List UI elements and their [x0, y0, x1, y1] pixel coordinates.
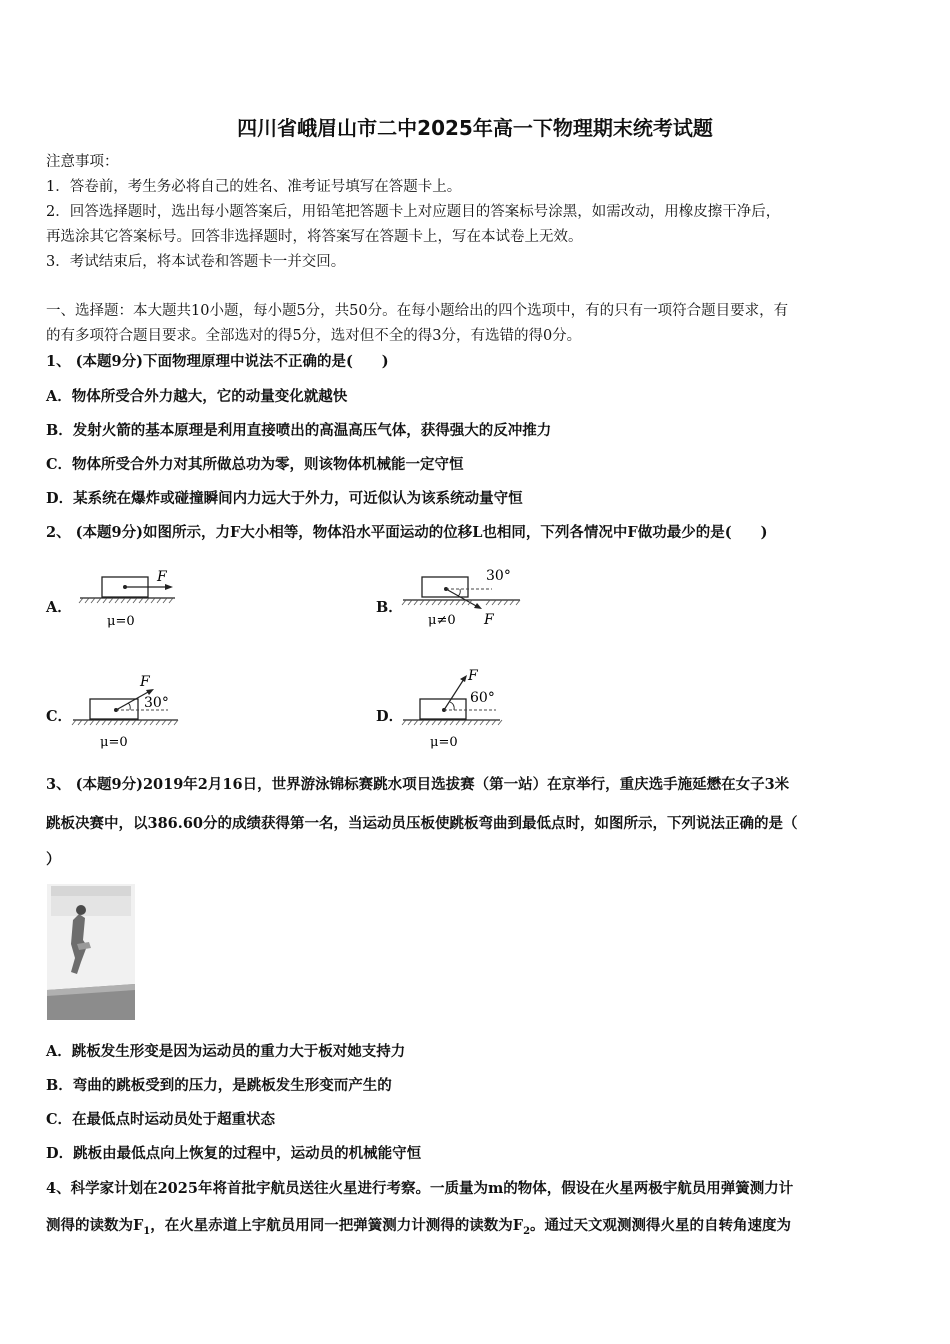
notice-item: 3．考试结束后，将本试卷和答题卡一并交回。 [46, 254, 346, 270]
q2-figure-b [400, 562, 530, 634]
q2-figure-c [70, 672, 185, 750]
question-3-option-c: C．在最低点时运动员处于超重状态 [46, 1111, 276, 1128]
question-1-option-a: A．物体所受合外力越大，它的动量变化就越快 [46, 388, 348, 405]
question-3-option-d: D．跳板由最低点向上恢复的过程中，运动员的机械能守恒 [46, 1145, 422, 1162]
question-1-option-c: C．物体所受合外力对其所做总功为零，则该物体机械能一定守恒 [46, 456, 464, 473]
angle-label: 60° [470, 690, 495, 706]
question-1-stem: 1、 (本题9分)下面物理原理中说法不正确的是( ) [46, 353, 389, 370]
question-3-stem: 跳板决赛中，以386.60分的成绩获得第一名，当运动员压板使跳板弯曲到最低点时，如图所示，下列说法正确的是（ [46, 815, 798, 832]
force-label: F [140, 674, 150, 690]
angle-label: 30° [144, 695, 169, 711]
notice-item: 2．回答选择题时，选出每小题答案后，用铅笔把答题卡上对应题目的答案标号涂黑，如需改动，用橡皮擦干净后， [46, 204, 781, 220]
diver-photo [47, 884, 135, 1020]
angle-label: 30° [486, 568, 511, 584]
question-4-stem: 测得的读数为$F_1$，在火星赤道上宇航员用同一把弹簧测力计测得的读数为$F_2$。通过天文观测测得火星的自转角速度为 [46, 1217, 792, 1237]
force-label: F [468, 668, 478, 684]
q2-option-b-label: B． [376, 599, 403, 616]
force-label: F [484, 612, 494, 628]
q2-option-c-label: C． [46, 708, 73, 725]
question-3-stem: 3、 (本题9分)2019年2月16日，世界游泳锦标赛跳水项目选拔赛（第一站）在京举行，重庆选手施延懋在女子3米 [46, 776, 790, 793]
q2-option-d-label: D． [376, 708, 404, 725]
question-3-option-b: B．弯曲的跳板受到的压力，是跳板发生形变而产生的 [46, 1077, 392, 1094]
question-4-stem: 4、科学家计划在2025年将首批宇航员送往火星进行考察。一质量为m的物体，假设在火星两极宇航员用弹簧测力计 [46, 1180, 794, 1197]
force-label: F [157, 569, 167, 585]
friction-label: μ=0 [100, 735, 128, 750]
question-3-option-a: A．跳板发生形变是因为运动员的重力大于板对她支持力 [46, 1043, 406, 1060]
q2-figure-a [75, 565, 185, 633]
question-1-option-b: B．发射火箭的基本原理是利用直接喷出的高温高压气体，获得强大的反冲推力 [46, 422, 552, 439]
notice-item: 1．答卷前，考生务必将自己的姓名、准考证号填写在答题卡上。 [46, 179, 462, 195]
question-3-stem: ） [46, 851, 61, 868]
section-instructions: 的有多项符合题目要求。全部选对的得5分，选对但不全的得3分，有选错的得0分。 [46, 328, 582, 344]
friction-label: μ≠0 [428, 613, 456, 628]
q2-option-a-label: A． [46, 599, 72, 616]
question-1-option-d: D．某系统在爆炸或碰撞瞬间内力远大于外力，可近似认为该系统动量守恒 [46, 490, 523, 507]
section-instructions: 一、选择题：本大题共10小题，每小题5分，共50分。在每小题给出的四个选项中，有的只有一项符合题目要求，有 [46, 303, 789, 319]
friction-label: μ=0 [107, 614, 135, 629]
notice-heading: 注意事项： [46, 154, 119, 170]
page-title: 四川省峨眉山市二中2025年高一下物理期末统考试题 [237, 116, 713, 140]
q2-figure-d [400, 664, 520, 750]
question-2-stem: 2、 (本题9分)如图所示，力F大小相等，物体沿水平面运动的位移L也相同，下列各情况中F做功最少的是( ) [46, 524, 768, 541]
friction-label: μ=0 [430, 735, 458, 750]
notice-item: 再选涂其它答案标号。回答非选择题时，将答案写在答题卡上，写在本试卷上无效。 [46, 229, 583, 245]
